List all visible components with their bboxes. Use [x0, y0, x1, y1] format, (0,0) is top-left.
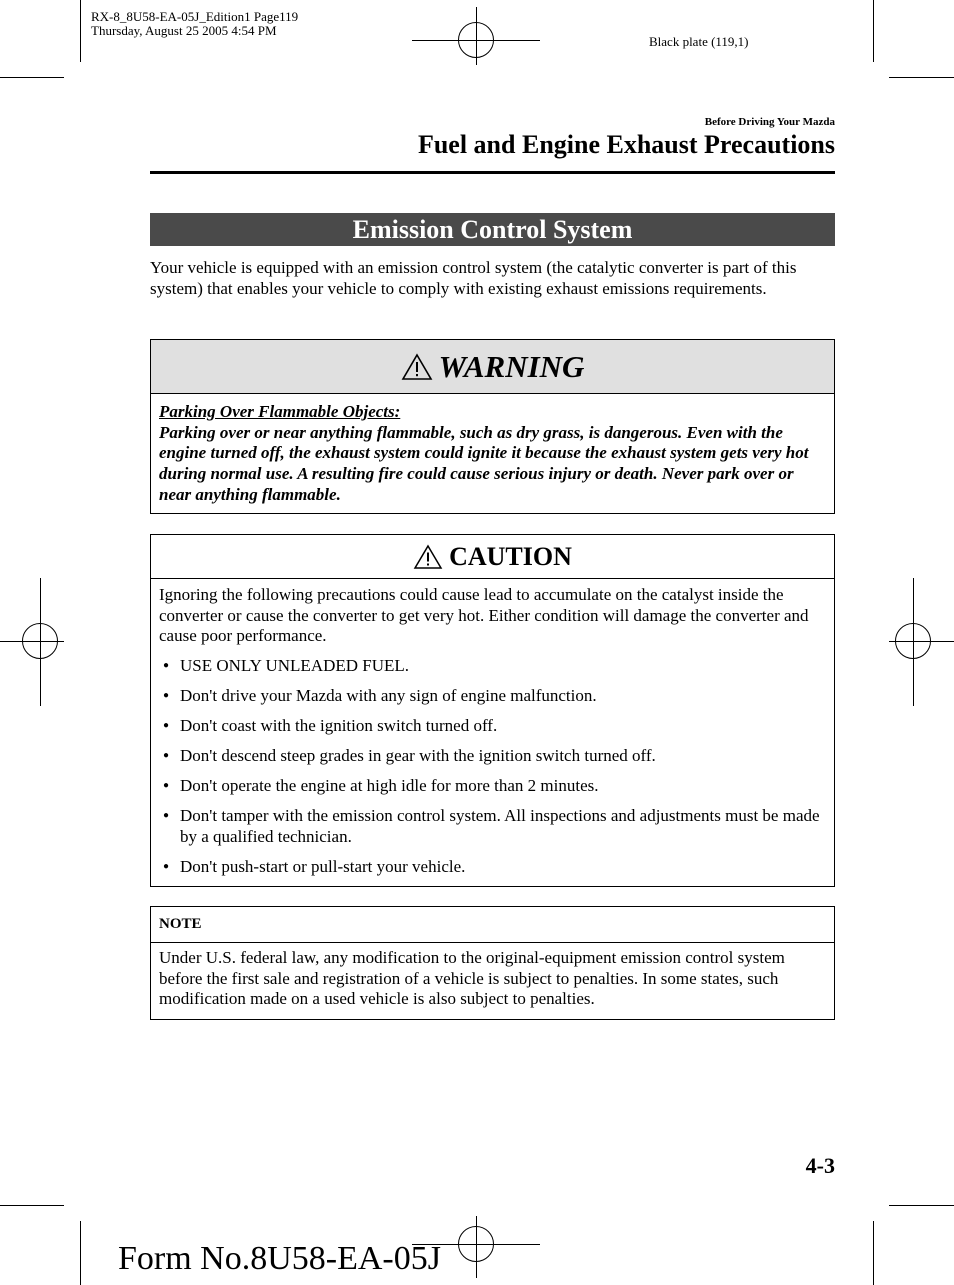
form-number: Form No.8U58-EA-05J: [118, 1240, 441, 1277]
caution-box: [150, 534, 835, 887]
chapter-rule: [150, 171, 835, 174]
warning-text: Parking over or near anything flammable, such as dry grass, is dangerous. Even with the engine turned off, the exhaust system could ignite it because the exhaust system gets very hot during normal use. A resulting fire could cause serious injury or death. Never park over or near anything flammable.: [159, 422, 809, 504]
caution-title: CAUTION: [449, 541, 572, 571]
print-slug-line2: Thursday, August 25 2005 4:54 PM: [91, 23, 277, 38]
caution-header: [151, 535, 834, 579]
caution-item: ● Don't push-start or pull-start your vehicle.: [159, 857, 826, 878]
caution-body: [151, 579, 834, 886]
section-label: Before Driving Your Mazda: [704, 116, 835, 128]
note-text: Under U.S. federal law, any modification to the original-equipment emission control system before the first sale and registration of a vehicle is subject to penalties. In some states, such modification made on a used vehicle is also subject to penalties.: [159, 948, 785, 1009]
caution-item: ● Don't drive your Mazda with any sign of engine malfunction.: [159, 686, 826, 707]
warning-box: [150, 339, 835, 514]
chapter-title: Fuel and Engine Exhaust Precautions: [417, 130, 835, 159]
warning-title: WARNING: [438, 348, 585, 384]
warning-subtitle: Parking Over Flammable Objects:: [159, 402, 401, 421]
caution-item: ● Don't coast with the ignition switch turned off.: [159, 716, 826, 737]
caution-item: ● USE ONLY UNLEADED FUEL.: [159, 656, 826, 677]
intro-paragraph: Your vehicle is equipped with an emission control system (the catalytic converter is part of this system) that enables your vehicle to comply with existing exhaust emissions requirements.: [150, 258, 797, 298]
caution-item: ● Don't tamper with the emission control system. All inspections and adjustments must be made by a qualified technician.: [159, 806, 826, 847]
note-title: NOTE: [151, 907, 834, 943]
caution-list: [159, 656, 826, 877]
caution-item: ● Don't descend steep grades in gear with the ignition switch turned off.: [159, 746, 826, 767]
caution-triangle-icon: [413, 544, 443, 570]
page-number: 4-3: [805, 1153, 835, 1178]
print-slug: [91, 10, 298, 38]
print-slug-line1: RX-8_8U58-EA-05J_Edition1 Page119: [91, 9, 299, 24]
caution-item: ● Don't operate the engine at high idle for more than 2 minutes.: [159, 776, 826, 797]
warning-body: [151, 394, 834, 514]
section-heading: Emission Control System: [150, 213, 835, 246]
caution-intro: Ignoring the following precautions could cause lead to accumulate on the catalyst inside the converter or cause the converter to get very hot. Either condition will damage the converter and cause poor performance.: [159, 585, 809, 646]
note-box: [150, 906, 835, 1020]
plate-label: Black plate (119,1): [649, 34, 749, 49]
warning-header: [151, 340, 834, 394]
warning-triangle-icon: [401, 353, 433, 381]
